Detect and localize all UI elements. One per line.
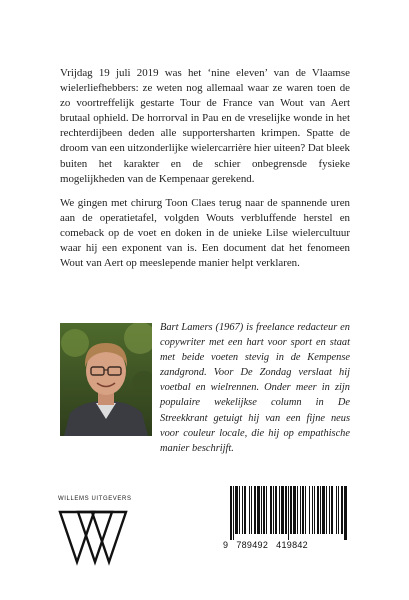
barcode-bar [261, 486, 262, 534]
barcode-bar [290, 486, 292, 534]
barcode-bar [285, 486, 287, 534]
publisher-name: WILLEMS UITGEVERS [58, 496, 132, 502]
barcode-bar [266, 486, 267, 534]
barcode-bar [273, 486, 274, 534]
barcode-bar [230, 486, 232, 540]
barcode-bar [244, 486, 246, 534]
barcode-bar [251, 486, 252, 534]
barcode-bar [341, 486, 343, 534]
barcode-bar [281, 486, 284, 534]
barcode-bar [293, 486, 296, 534]
barcode-digit-group-2: 789492 [236, 540, 269, 550]
barcode-bar [257, 486, 260, 534]
barcode-bar [326, 486, 327, 534]
barcode-bar [302, 486, 304, 534]
barcode-bar [309, 486, 310, 534]
barcode-bar [233, 486, 234, 540]
publisher-block [58, 496, 158, 571]
barcode-bar [300, 486, 301, 534]
barcode-bar [312, 486, 313, 534]
barcode-digits [222, 540, 352, 550]
author-photo [60, 323, 152, 436]
barcode-bar [249, 486, 250, 534]
barcode-bar [331, 486, 333, 534]
blurb-paragraph-2: We gingen met chirurg Toon Claes terug naar de spannende uren aan de operatietafel, volgden Wouts verbluffende herstel en comeback op de voet en doken in de unieke Lilse wielercultuur waar hij een exponent van is. Een document dat het fenomeen Wout van Aert op meeslepende manier helpt verklaren. [60, 197, 350, 270]
barcode-digit-group-1: 9 [223, 540, 229, 550]
barcode-bar [344, 486, 347, 540]
barcode-bar [279, 486, 280, 534]
barcode-bar [263, 486, 265, 534]
barcode-bar [288, 486, 289, 540]
author-portrait-icon [60, 323, 152, 436]
barcode-bar [297, 486, 298, 534]
barcode-bar [336, 486, 337, 534]
barcode-bar [242, 486, 243, 534]
barcode-bar [305, 486, 306, 534]
barcode-bar [338, 486, 339, 534]
author-bio: Bart Lamers (1967) is freelance redacteur en copywriter met een hart voor sport en staat met beide voeten stevig in de Kempense zandgrond. Voor De Zondag verslaat hij voetbal en wielrennen. Onder meer in zijn populaire wekelijkse column in De Streekkrant getuigt hij van een fijne neus voor couleur locale, die hij op empathische manier beschrijft. [160, 322, 350, 454]
barcode-bar [275, 486, 277, 534]
willems-logo-icon [58, 508, 128, 566]
barcode-bar [322, 486, 325, 534]
barcode-bar [317, 486, 319, 534]
barcode-bar [314, 486, 315, 534]
barcode-bar [254, 486, 256, 534]
barcode-bars-icon [226, 486, 352, 542]
barcode-bar [235, 486, 238, 534]
barcode-bar [239, 486, 240, 534]
barcode-bar [329, 486, 330, 534]
barcode-bar [320, 486, 321, 534]
barcode-bar [270, 486, 272, 534]
blurb-paragraph-1: Vrijdag 19 juli 2019 was het ‘nine eleven’ van de Vlaamse wielerliefhebbers: ze weten nog allemaal waar ze waren toen de zo voortreffelijk gestarte Tour de France van Wout van Aert brutaal ophield. De horrorval in Pau en de vreselijke wonde in het rechterdijbeen deden alle supportersharten krimpen. Spatte de droom van een uitzonderlijke wielercarrière hier uiteen? Dat bleek buiten het karakter en de schier onbegrensde fysieke mogelijkheden van de Kempenaar gerekend. [60, 67, 350, 185]
barcode-digit-group-3: 419842 [276, 540, 308, 550]
